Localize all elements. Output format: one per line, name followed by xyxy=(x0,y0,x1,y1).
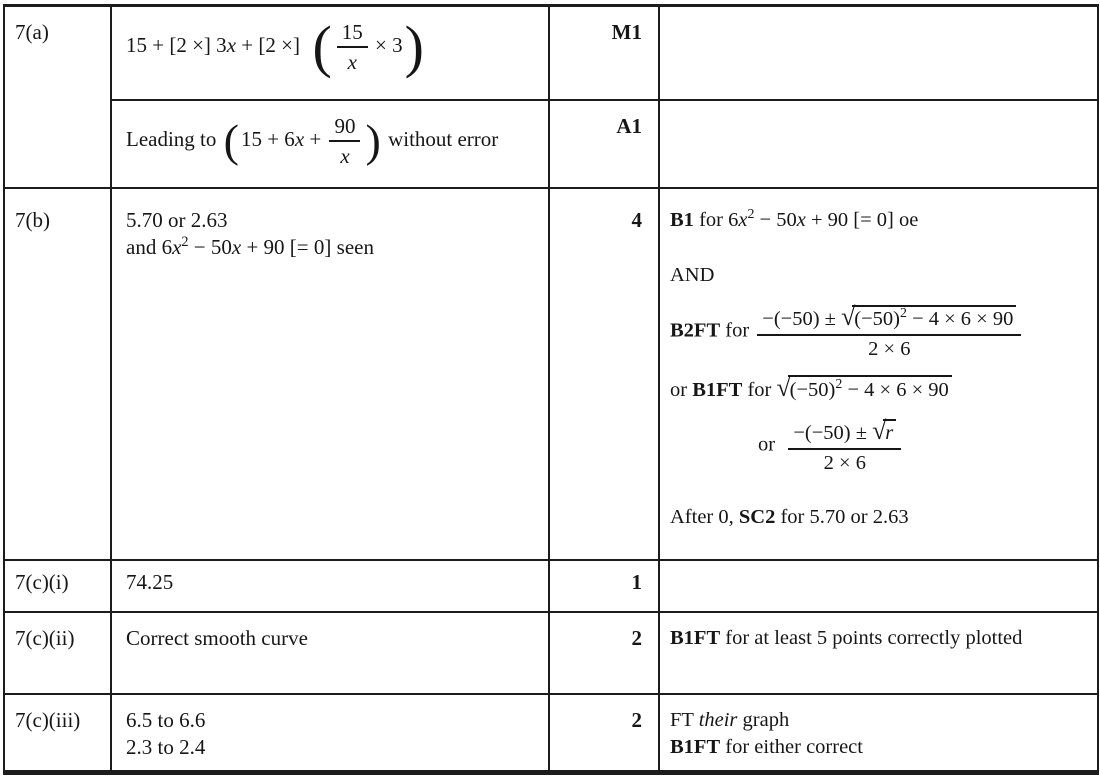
row-7a-a1 xyxy=(4,100,1098,188)
mark-cell-7a-m1: M1 xyxy=(549,6,659,100)
mark-scheme-table xyxy=(3,4,1099,775)
row-7cii xyxy=(4,612,1098,694)
mark-cell-7cii: 2 xyxy=(549,612,659,694)
mark-cell-7b: 4 xyxy=(549,188,659,560)
math-line: FT their graph xyxy=(670,708,790,731)
question-label-7a: 7(a) xyxy=(4,6,111,188)
math-line: B1FT for either correct xyxy=(670,735,863,758)
math-line: or B1FT for $√(-50)^2 - 4 \times 6 \times 90$ xyxy=(670,371,1085,405)
notes-cell-7a-m1 xyxy=(659,6,1098,100)
math-line: or $\frac{-(-50) \pm √r}{2 \times 6}$ xyxy=(758,415,1085,477)
math-line: 74.25 xyxy=(126,569,174,594)
math-line: B1FT for at least 5 points correctly plotted xyxy=(670,626,1023,649)
question-label-7ciii: 7(c)(iii) xyxy=(4,694,111,773)
math-line: 2.3 to 2.4 xyxy=(126,735,206,760)
math-line: Correct smooth curve xyxy=(126,625,308,650)
row-7ci xyxy=(4,560,1098,612)
mark-cell-7ciii: 2 xyxy=(549,694,659,773)
math-line: 5.70 or 2.63 xyxy=(126,207,228,232)
notes-cell-7a-a1 xyxy=(659,100,1098,188)
answer-cell-7cii xyxy=(111,612,549,694)
answer-cell-7b xyxy=(111,188,549,560)
math-line: B2FT for $\frac{-(-50) \pm √(-50)^2 - 4 \times 6 \times 90}{2 \times 6}$ xyxy=(670,301,1085,363)
answer-cell-7a-a1 xyxy=(111,100,549,188)
math-line: Leading to (15 + 6x + $\frac{90}{x}$ ) without error xyxy=(126,113,499,168)
math-line: AND xyxy=(670,263,715,286)
math-line: B1 for $6x^2 - 50x + 90$ [= 0] oe xyxy=(670,206,919,231)
math-line: 6.5 to 6.6 xyxy=(126,707,206,732)
mark-cell-7ci: 1 xyxy=(549,560,659,612)
question-label-7b: 7(b) xyxy=(4,188,111,560)
notes-cell-7ciii xyxy=(659,694,1098,773)
answer-cell-7a-m1 xyxy=(111,6,549,100)
mark-cell-7a-a1: A1 xyxy=(549,100,659,188)
math-line: After 0, SC2 for 5.70 or 2.63 xyxy=(670,506,909,529)
notes-cell-7b xyxy=(659,188,1098,560)
question-label-7ci: 7(c)(i) xyxy=(4,560,111,612)
answer-cell-7ciii xyxy=(111,694,549,773)
notes-cell-7cii xyxy=(659,612,1098,694)
math-line: 15 + [2 ×] 3x + [2 ×] ( $\frac{15}{x}$ × 3) xyxy=(126,14,424,80)
row-7a-m1 xyxy=(4,6,1098,100)
row-7ciii xyxy=(4,694,1098,773)
question-label-7cii: 7(c)(ii) xyxy=(4,612,111,694)
notes-cell-7ci xyxy=(659,560,1098,612)
row-7b xyxy=(4,188,1098,560)
answer-cell-7ci xyxy=(111,560,549,612)
math-line: and $6x^2 - 50x + 90$ [= 0] seen xyxy=(126,234,374,260)
